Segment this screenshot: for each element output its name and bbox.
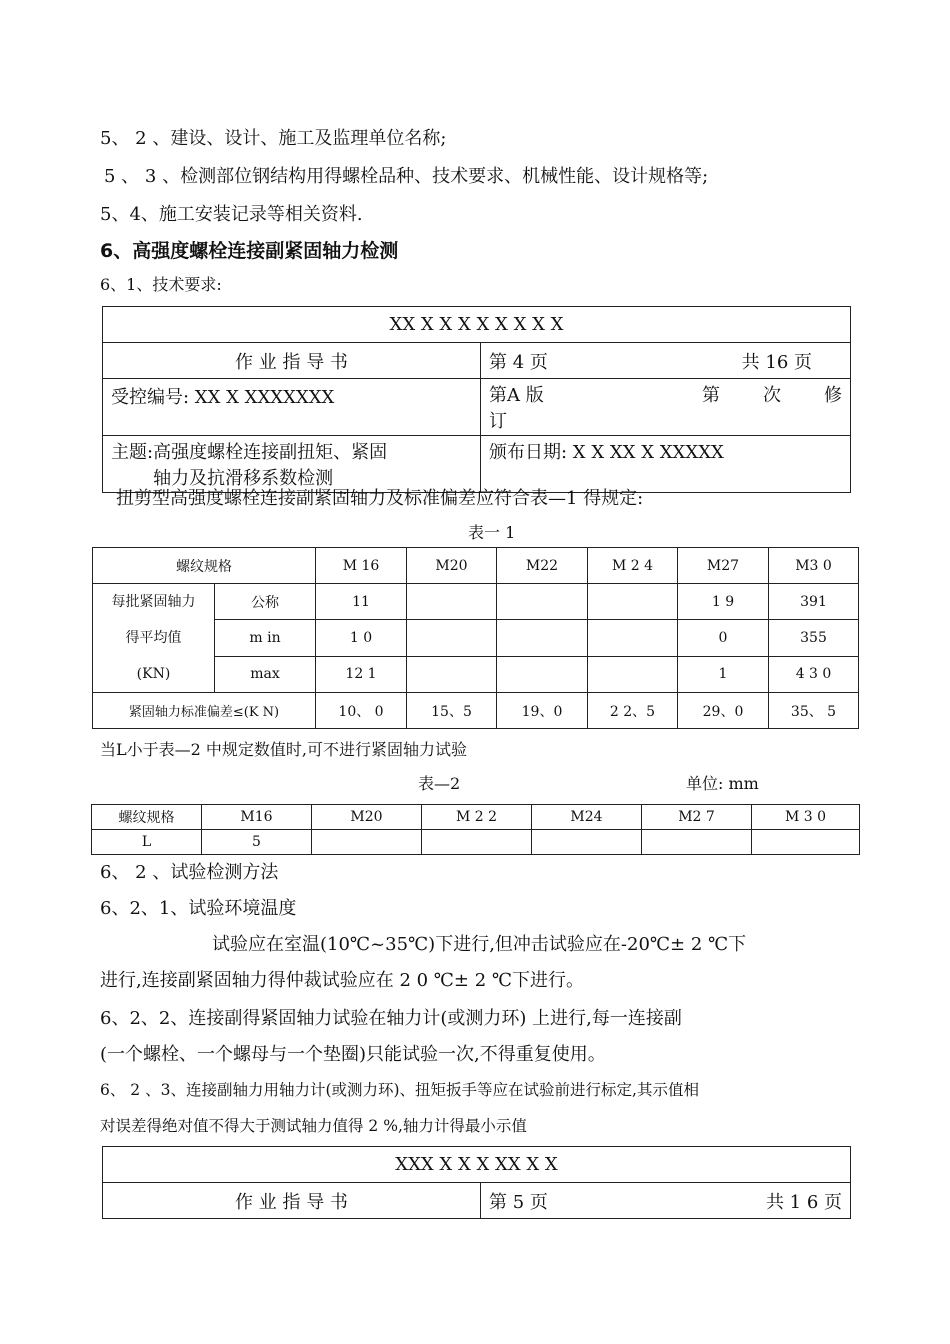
temp-line-2: 进行,连接副紧固轴力得仲裁试验应在 2 0 ℃± 2 ℃下进行。 xyxy=(100,970,585,991)
table1-spec-label: 螺纹规格 xyxy=(93,548,316,584)
table1-cell: 1 xyxy=(678,656,769,692)
header-revision-a: 第 xyxy=(702,385,721,406)
table1-cell: 391 xyxy=(769,584,859,620)
table1-group-line1: 每批紧固轴力 xyxy=(111,594,196,610)
table1-spec: M3 0 xyxy=(769,548,859,584)
table2-spec: M 2 2 xyxy=(422,805,532,830)
header2-doc-type: 作 业 指 导 书 xyxy=(103,1183,481,1219)
table1-cell: 29、0 xyxy=(678,693,769,729)
doc-header-table-2 xyxy=(102,1146,851,1219)
table1-cell: 35、 5 xyxy=(769,693,859,729)
table1-cell: 1 0 xyxy=(316,620,407,656)
table2-spec: M 3 0 xyxy=(752,805,860,830)
table1-spec: M 2 4 xyxy=(588,548,678,584)
table1-spec: M27 xyxy=(678,548,769,584)
table2-cell xyxy=(312,830,422,855)
table1-cell xyxy=(497,620,588,656)
section-6-2-3-line1: 6、 2 、3、连接副轴力用轴力计(或测力环)、扭矩扳手等应在试验前进行标定,其示值相 xyxy=(100,1081,699,1099)
doc-header-table xyxy=(102,306,851,493)
table2-unit: 单位: mm xyxy=(686,774,759,793)
section-5-4: 5、4、施工安装记录等相关资料. xyxy=(100,204,363,225)
table1-cell: 15、5 xyxy=(407,693,497,729)
header-subject-line2: 轴力及抗滑移系数检测 xyxy=(153,468,334,489)
table1-group-label xyxy=(93,584,215,693)
table1-spec: M22 xyxy=(497,548,588,584)
table2 xyxy=(91,804,860,855)
table1-row-label: m in xyxy=(215,620,316,656)
table1-intro: 扭剪型高强度螺栓连接副紧固轴力及标准偏差应符合表—1 得规定: xyxy=(116,488,644,509)
table2-spec: M24 xyxy=(532,805,642,830)
header-org: XX X X X X X X X X xyxy=(103,307,851,343)
note-l: 当L小于表—2 中规定数值时,可不进行紧固轴力试验 xyxy=(100,740,467,759)
table2-spec-label: 螺纹规格 xyxy=(92,805,202,830)
header-doc-type: 作 业 指 导 书 xyxy=(103,343,481,379)
table1-cell xyxy=(588,656,678,692)
table2-cell xyxy=(422,830,532,855)
header-revision-c: 修 xyxy=(824,385,843,406)
header-issue-date: 颁布日期: X X XX X XXXXX xyxy=(481,436,851,493)
table2-l-label: L xyxy=(92,830,202,855)
table1-group-line2: 得平均值 xyxy=(125,630,182,646)
table1-cell: 12 1 xyxy=(316,656,407,692)
table1-group-line3: (KN) xyxy=(136,666,171,682)
table1-spec: M 16 xyxy=(316,548,407,584)
table2-cell: 5 xyxy=(202,830,312,855)
table1 xyxy=(92,547,859,729)
section-6-2-2-line1: 6、2、2、连接副得紧固轴力试验在轴力计(或测力环) 上进行,每一连接副 xyxy=(100,1008,682,1029)
table1-cell: 10、 0 xyxy=(316,693,407,729)
table1-cell: 1 9 xyxy=(678,584,769,620)
header-total-label: 共 16 页 xyxy=(741,351,813,373)
header-version: 第A 版 xyxy=(489,385,544,406)
table2-cell xyxy=(642,830,752,855)
section-6-2-3-line2: 对误差得绝对值不得大于测试轴力值得 2 %,轴力计得最小示值 xyxy=(100,1117,527,1135)
table2-spec: M2 7 xyxy=(642,805,752,830)
header-revision-b: 次 xyxy=(763,385,782,406)
table2-spec: M16 xyxy=(202,805,312,830)
table1-cell: 4 3 0 xyxy=(769,656,859,692)
table1-cell xyxy=(588,620,678,656)
header-subject-line1: 高强度螺栓连接副扭矩、紧固 xyxy=(153,442,388,463)
table1-cell xyxy=(407,620,497,656)
table1-caption: 表一 1 xyxy=(468,523,516,542)
header-version-cell xyxy=(481,379,851,436)
table1-spec: M20 xyxy=(407,548,497,584)
table1-cell xyxy=(497,584,588,620)
header2-page-label: 第 5 页 xyxy=(489,1191,548,1213)
table1-cell: 2 2、5 xyxy=(588,693,678,729)
table1-cell: 0 xyxy=(678,620,769,656)
table1-cell: 355 xyxy=(769,620,859,656)
table2-cell xyxy=(752,830,860,855)
table1-std-label: 紧固轴力标准偏差≤(K N) xyxy=(93,693,316,729)
table1-cell: 19、0 xyxy=(497,693,588,729)
section-5-3: 5 、 3 、检测部位钢结构用得螺栓品种、技术要求、机械性能、设计规格等; xyxy=(104,166,709,187)
table1-row-label: max xyxy=(215,656,316,692)
section-5-2: 5、 2 、建设、设计、施工及监理单位名称; xyxy=(100,128,447,149)
table2-spec: M20 xyxy=(312,805,422,830)
table1-cell xyxy=(497,656,588,692)
table2-caption: 表—2 xyxy=(418,774,461,793)
table1-row-label: 公称 xyxy=(215,584,316,620)
header-page-cell xyxy=(481,343,851,379)
header2-page-cell xyxy=(481,1183,851,1219)
header2-org: XXX X X X XX X X xyxy=(103,1147,851,1183)
header-subject-label: 主题: xyxy=(111,442,154,463)
header-revision-d: 订 xyxy=(489,411,507,432)
header-page-label: 第 4 页 xyxy=(489,351,548,373)
table2-cell xyxy=(532,830,642,855)
header2-total-label: 共 1 6 页 xyxy=(765,1191,843,1213)
table1-cell xyxy=(407,584,497,620)
section-6-2: 6、 2 、试验检测方法 xyxy=(100,862,279,883)
table1-cell xyxy=(407,656,497,692)
section-6-2-1: 6、2、1、试验环境温度 xyxy=(100,898,297,919)
section-6-1: 6、1、技术要求: xyxy=(100,275,222,294)
temp-line-1: 试验应在室温(10℃~35℃)下进行,但冲击试验应在-20℃± 2 ℃下 xyxy=(212,934,747,955)
table1-cell: 11 xyxy=(316,584,407,620)
header-control-no: 受控编号: XX X XXXXXXX xyxy=(103,379,481,436)
section-6-heading: 6、高强度螺栓连接副紧固轴力检测 xyxy=(100,240,399,262)
table1-cell xyxy=(588,584,678,620)
section-6-2-2-line2: (一个螺栓、一个螺母与一个垫圈)只能试验一次,不得重复使用。 xyxy=(100,1044,606,1065)
